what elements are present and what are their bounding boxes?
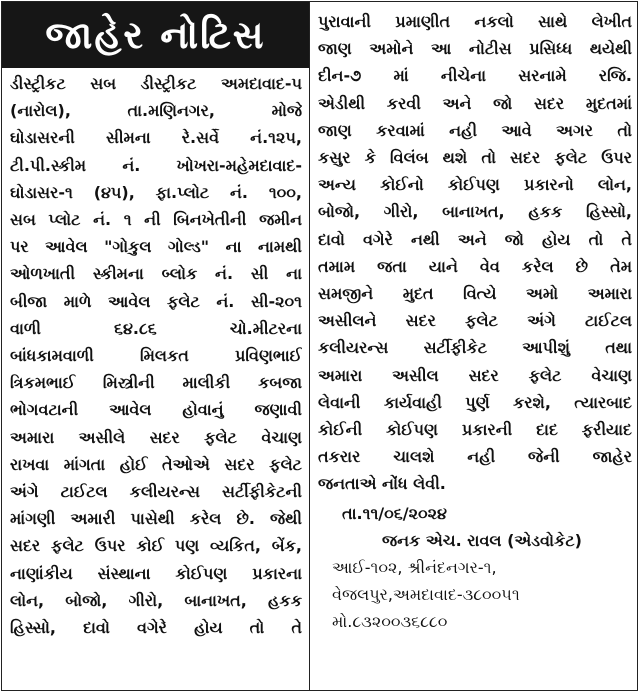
notice-date: તા.૧૧/૦૬/૨૦૨૪ <box>342 503 447 523</box>
notice-line: માંગણી અમારી પાસેથી કરેલ છે. જેથી <box>10 509 302 529</box>
notice-line: ભોગવટાની આવેલ હોવાનું જણાવી <box>10 400 302 420</box>
notice-line: લોન, બોજો, ગીરો, બાનાખત, હકક <box>10 590 302 610</box>
address-line: વેજલપુર,અમદાવાદ-૩૮૦૦૫૧ <box>332 585 520 605</box>
notice-title: જાહેર નોટિસ <box>2 2 309 68</box>
notice-line: ટી.પી.સ્કીમ નં. ખોખરા-મહેમદાવાદ- <box>10 155 302 175</box>
notice-line: જનતાએ નોંધ લેવી. <box>318 474 446 494</box>
notice-line: રાખવા માંગતા હોઈ તેઓએ સદર ફલેટ <box>10 454 302 474</box>
notice-line: બોજો, ગીરો, બાનાખત, હકક હિસ્સો, <box>318 202 632 222</box>
notice-line: હિસ્સો, દાવો વગેરે હોય તો તે <box>10 618 302 638</box>
notice-line: સદર ફલેટ ઉપર કોઈ પણ વ્યકિત, બેંક, <box>10 536 302 556</box>
notice-line: તમામ જતા યાને વેવ કરેલ છે તેમ <box>318 256 632 276</box>
notice-line: અંગે ટાઈટલ કલીયરન્સ સર્ટીફીકેટની <box>10 482 302 502</box>
address-line: આઈ-૧૦૨, શ્રીનંદનગર-૧, <box>332 558 497 578</box>
left-column <box>10 70 302 641</box>
notice-line: તકરાર ચાલશે નહી જેની જાહેર <box>318 447 632 467</box>
advocate-signature: જનક એચ. રાવલ (એડવોકેટ) <box>382 530 582 550</box>
notice-line: ત્રિકમભાઈ મિસ્ત્રીની માલીકી કબજા <box>10 373 302 393</box>
notice-line: જાણ અમોને આ નોટીસ પ્રસિધ્ધ થયેથી <box>318 39 632 59</box>
notice-line: બીજા માળે આવેલ ફલેટ નં. સી-૨૦૧ <box>10 291 302 311</box>
notice-page <box>1 1 638 691</box>
notice-line: વાળી ૬૪.૮૬ ચો.મીટરના <box>10 318 302 338</box>
notice-line: (નારોલ), તા.મણિનગર, મોજે <box>10 101 302 121</box>
notice-line: લેવાની કાર્યવાહી પુર્ણ કરશે, ત્યારબાદ <box>318 392 632 412</box>
notice-line: ઓળખાતી સ્કીમના બ્લોક નં. સી ના <box>10 264 302 284</box>
notice-line: દીન-૭ માં નીચેના સરનામે રજિ. <box>318 66 632 86</box>
notice-line: કલીયરન્સ સર્ટીફીકેટ આપીશું તથા <box>318 338 632 358</box>
notice-line: અન્ય કોઈનો કોઈપણ પ્રકારનો લોન, <box>318 175 632 195</box>
notice-line: અસીલને સદર ફલેટ અંગે ટાઈટલ <box>318 311 632 331</box>
notice-line: બાંધકામવાળી મિલકત પ્રવિણભાઈ <box>10 346 302 366</box>
notice-line: સબ પ્લોટ નં. ૧ ની બિનખેતીની જમીન <box>10 210 302 230</box>
notice-line: ડીસ્ટ્રીકટ સબ ડીસ્ટ્રીકટ અમદાવાદ-૫ <box>10 74 302 93</box>
notice-line: અમારા અસીલે સદર ફલેટ વેચાણ <box>10 427 302 447</box>
notice-line: ઘોડાસર-૧ (૪૫), ફા.પ્લોટ નં. ૧૦૦, <box>10 182 302 202</box>
notice-line: ઘોડાસરની સીમના રે.સર્વે નં.૧૨૫, <box>10 128 302 148</box>
notice-line: સમજીને મુદત વિત્યે અમો અમારા <box>318 284 632 304</box>
notice-line: નાણાંકીય સંસ્થાના કોઈપણ પ્રકારના <box>10 563 302 583</box>
notice-line: પુરાવાની પ્રમાણીત નકલો સાથે લેખીત <box>318 12 632 31</box>
notice-line: દાવો વગેરે નથી અને જો હોય તો તે <box>318 229 632 249</box>
column-divider <box>309 2 310 690</box>
notice-line: કોઈની કોઈપણ પ્રકારની દાદ ફરીયાદ <box>318 420 632 440</box>
notice-line: પર આવેલ "ગોકુલ ગોલ્ડ" ના નામથી <box>10 237 302 257</box>
notice-line: જાણ કરવામાં નહી આવે અગર તો <box>318 120 632 140</box>
notice-line: કસુર કે વિલંબ થશે તો સદર ફલેટ ઉપર <box>318 148 632 168</box>
phone-number: મો.૮૩૨૦૦૩૬૮૮૦ <box>332 612 448 632</box>
notice-line: એડીથી કરવી અને જો સદર મુદતમાં <box>318 93 632 113</box>
right-column <box>318 8 632 636</box>
notice-line: અમારા અસીલ સદર ફલેટ વેચાણ <box>318 365 632 385</box>
